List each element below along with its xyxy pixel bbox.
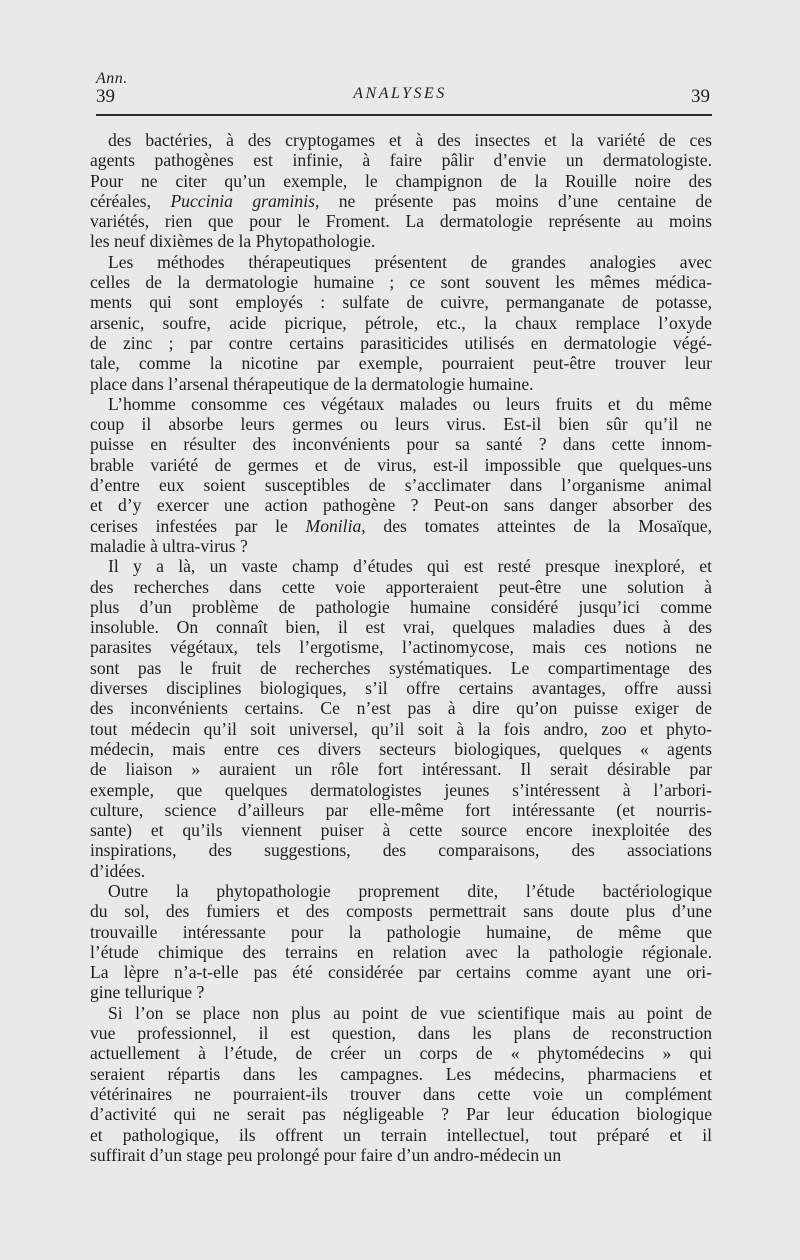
- text-line: des recherches dans cette voie apporteraient peut-être une solution à: [90, 576, 712, 597]
- text-line: inspirations, des suggestions, des comparaisons, des associations: [90, 840, 712, 861]
- text-line: cerises infestées par le Monilia, des tomates atteintes de la Mosaïque,: [90, 515, 712, 536]
- page-header: [90, 70, 710, 115]
- header-rule: [96, 114, 712, 116]
- text-line: Outre la phytopathologie proprement dite, l’étude bactériologique: [108, 880, 712, 901]
- text-line: vue professionnel, il est question, dans les plans de reconstruction: [90, 1023, 712, 1044]
- species-name: Monilia: [305, 515, 362, 536]
- text-line: des bactéries, à des cryptogames et à des insectes et la variété de ces: [108, 130, 712, 150]
- text-line: céréales, Puccinia graminis, ne présente pas moins d’une centaine de: [90, 190, 713, 211]
- text-line: l’étude chimique des terrains en relation avec la pathologie régionale.: [90, 941, 712, 962]
- text-line: les neuf dixièmes de la Phytopathologie.: [90, 231, 376, 252]
- paragraph: [90, 881, 712, 1003]
- text-line: tout médecin qu’il soit universel, qu’il soit à la fois andro, zoo et phyto-: [90, 718, 712, 739]
- text-line: du sol, des fumiers et des composts permettrait sans doute plus d’une: [90, 901, 712, 922]
- text-line: brable variété de germes et de virus, est-il impossible que quelques-uns: [90, 454, 712, 475]
- text-line: tale, comme la nicotine par exemple, pourraient peut-être trouver leur: [90, 353, 712, 374]
- text-line: diverses disciplines biologiques, s’il offre certains avantages, offre aussi: [90, 678, 712, 699]
- text-line: place dans l’arsenal thérapeutique de la dermatologie humaine.: [90, 373, 534, 394]
- text-line: Il y a là, un vaste champ d’études qui est resté presque inexploré, et: [108, 556, 712, 577]
- page-number-right: 39: [691, 86, 710, 107]
- journal-abbreviation: Ann.: [96, 70, 128, 87]
- paragraph: [90, 394, 712, 556]
- text-line: sante) et qu’ils viennent puiser à cette source encore inexploitée des: [90, 820, 712, 841]
- paragraph: [90, 1003, 712, 1165]
- text-line: arsenic, soufre, acide picrique, pétrole, etc., la chaux remplace l’oxyde: [90, 312, 712, 333]
- text-line: d’entre eux soient susceptibles de s’acclimater dans l’organisme animal: [90, 475, 712, 496]
- species-name: Puccinia graminis: [170, 190, 315, 211]
- text-line: culture, science d’ailleurs par elle-même fort intéressante (et nourris-: [90, 799, 712, 820]
- text-line: sont pas le fruit de recherches systématiques. Le compartimentage des: [90, 657, 712, 678]
- text-line: de zinc ; par contre certains parasiticides utilisés en dermatologie végé-: [90, 332, 712, 353]
- text-line: Pour ne citer qu’un exemple, le champignon de la Rouille noire des: [90, 170, 712, 191]
- body-text: [90, 130, 712, 1165]
- text-line: insoluble. On connaît bien, il est vrai, quelques maladies dues à des: [90, 617, 712, 638]
- text-line: d’idées.: [90, 860, 146, 881]
- text-line: coup il absorbe leurs germes ou leurs virus. Est-il bien sûr qu’il ne: [90, 414, 712, 435]
- text-line: et pathologique, ils offrent un terrain intellectuel, tout préparé et il: [90, 1124, 712, 1145]
- text-line: médecin, mais entre ces divers secteurs biologiques, quelques « agents: [90, 738, 712, 759]
- text-line: agents pathogènes est infinie, à faire pâlir d’envie un dermatologiste.: [90, 150, 712, 171]
- running-title: ANALYSES: [353, 85, 447, 102]
- paragraph: [90, 556, 712, 881]
- text-line: trouvaille intéressante pour la pathologie humaine, de même que: [90, 921, 712, 942]
- text-line: puisse en résulter des inconvénients pour sa santé ? dans cette innom-: [90, 434, 712, 455]
- text-line: ments qui sont employés : sulfate de cuivre, permanganate de potasse,: [90, 292, 712, 313]
- text-line: actuellement à l’étude, de créer un corps de « phytomédecins » qui: [90, 1043, 712, 1064]
- text-line: Les méthodes thérapeutiques présentent de grandes analogies avec: [108, 251, 712, 272]
- text-line: suffirait d’un stage peu prolongé pour faire d’un andro-médecin un: [90, 1144, 562, 1165]
- text-line: vétérinaires ne pourraient-ils trouver dans cette voie un complément: [90, 1083, 712, 1104]
- paragraph: [90, 130, 712, 252]
- text-line: gine tellurique ?: [90, 982, 205, 1003]
- text-line: seraient répartis dans les campagnes. Les médecins, pharmaciens et: [90, 1063, 712, 1084]
- text-line: exemple, que quelques dermatologistes jeunes s’intéressent à l’arbori-: [90, 779, 712, 800]
- text-line: variétés, rien que pour le Froment. La dermatologie représente au moins: [90, 211, 712, 232]
- text-line: Si l’on se place non plus au point de vue scientifique mais au point de: [108, 1002, 712, 1023]
- text-line: plus d’un problème de pathologie humaine considéré jusqu’ici comme: [90, 596, 712, 617]
- text-line: maladie à ultra-virus ?: [90, 535, 248, 556]
- text-line: parasites végétaux, tels l’ergotisme, l’actinomycose, mais ces notions ne: [90, 637, 712, 658]
- text-line: L’homme consomme ces végétaux malades ou leurs fruits et du même: [108, 393, 712, 414]
- text-line: des inconvénients certains. Ce n’est pas à dire qu’on puisse exiger de: [90, 698, 712, 719]
- text-line: La lèpre n’a-t-elle pas été considérée par certains comme ayant une ori-: [90, 962, 712, 983]
- text-line: de liaison » auraient un rôle fort intéressant. Il serait désirable par: [90, 759, 712, 780]
- paragraph: [90, 252, 712, 394]
- text-line: celles de la dermatologie humaine ; ce sont souvent les mêmes médica-: [90, 272, 712, 293]
- text-line: d’activité qui ne serait pas négligeable ? Par leur éducation biologique: [90, 1104, 712, 1125]
- text-line: et d’y exercer une action pathogène ? Peut-on sans danger absorber des: [90, 495, 712, 516]
- page-number-left: 39: [96, 86, 115, 107]
